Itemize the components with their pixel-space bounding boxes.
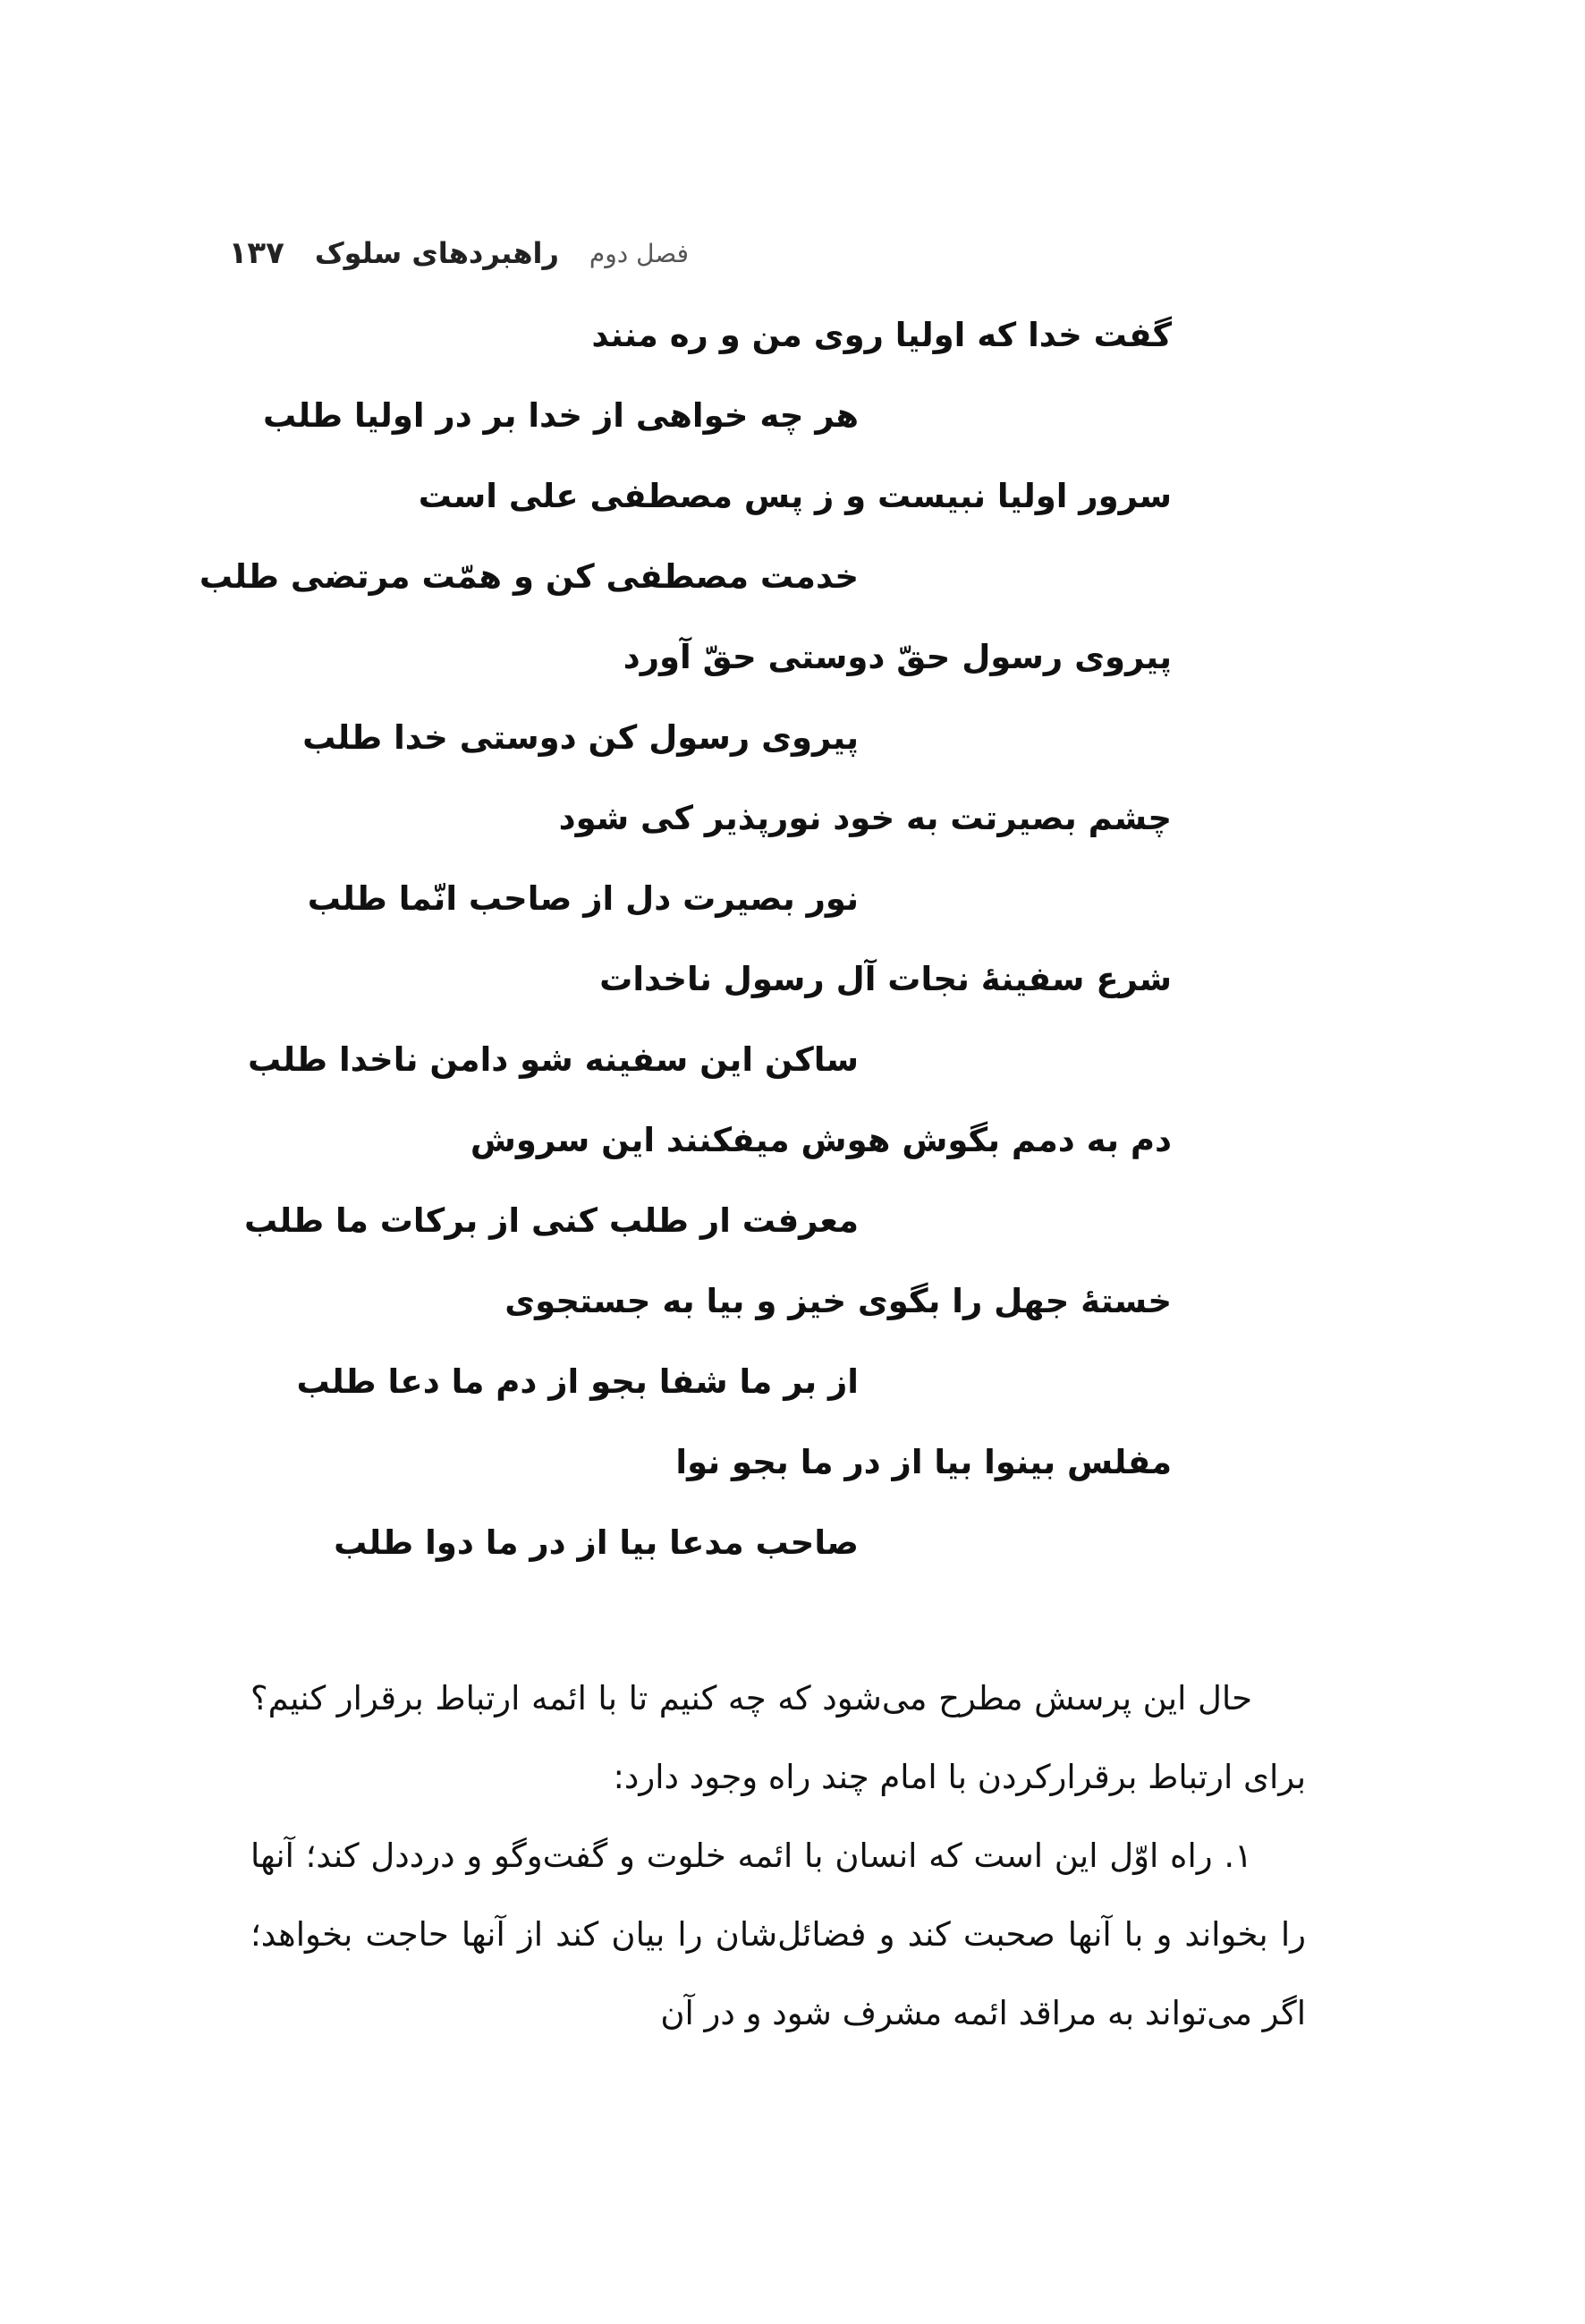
chapter-title: فصل دوم	[589, 238, 689, 268]
poem-verse: شرع سفینهٔ نجات آل رسول ناخدات	[599, 960, 1172, 998]
poem-verse: معرفت ار طلب کنی از برکات ما طلب	[244, 1201, 859, 1240]
poem-verse: هر چه خواهی از خدا بر در اولیا طلب	[262, 396, 859, 435]
section-title: راهبردهای سلوک	[314, 236, 559, 270]
poem-verse: صاحب مدعا بیا از در ما دوا طلب	[334, 1523, 859, 1562]
poem-verse: خدمت مصطفی کن و همّت مرتضی طلب	[199, 557, 859, 596]
poem-verse: از بر ما شفا بجو از دم ما دعا طلب	[296, 1362, 859, 1401]
running-header	[228, 231, 689, 276]
poem-verse: مفلس بینوا بیا از در ما بجو نوا	[675, 1443, 1172, 1481]
poem	[199, 309, 1172, 1597]
poem-verse: چشم بصیرتت به خود نورپذیر کی شود	[558, 799, 1172, 837]
paragraph-question: حال این پرسش مطرح می‌شود که چه کنیم تا با ائمه ارتباط برقرار کنیم؟ برای ارتباط برقرارکردن با امام چند راه وجود دارد:	[250, 1679, 1306, 1796]
page-number: ۱۳۷	[228, 235, 284, 271]
poem-verse: ساکن این سفینه شو دامن ناخدا طلب	[247, 1040, 859, 1079]
paragraph-first-way: ۱. راه اوّل این است که انسان با ائمه خلوت و گفت‌وگو و درددل کند؛ آنها را بخواند و با آنها صحبت کند و فضائل‌شان را بیان کند از آنها حاجت بخواهد؛ اگر می‌تواند به مراقد ائمه مشرف شود و در آن	[250, 1836, 1306, 2032]
poem-verse: نور بصیرت دل از صاحب انّما طلب	[307, 879, 859, 918]
prose-body	[250, 1659, 1306, 2053]
poem-verse: گفت خدا که اولیا روی من و ره منند	[591, 316, 1172, 354]
poem-verse: پیروی رسول کن دوستی خدا طلب	[302, 718, 859, 757]
poem-verse: دم به دمم بگوش هوش میفکنند این سروش	[470, 1121, 1172, 1159]
poem-verse: پیروی رسول حقّ دوستی حقّ آورد	[623, 638, 1172, 676]
poem-verse: سرور اولیا نبیست و ز پس مصطفی علی است	[418, 477, 1172, 515]
poem-verse: خستهٔ جهل را بگوی خیز و بیا به جستجوی	[504, 1282, 1172, 1320]
